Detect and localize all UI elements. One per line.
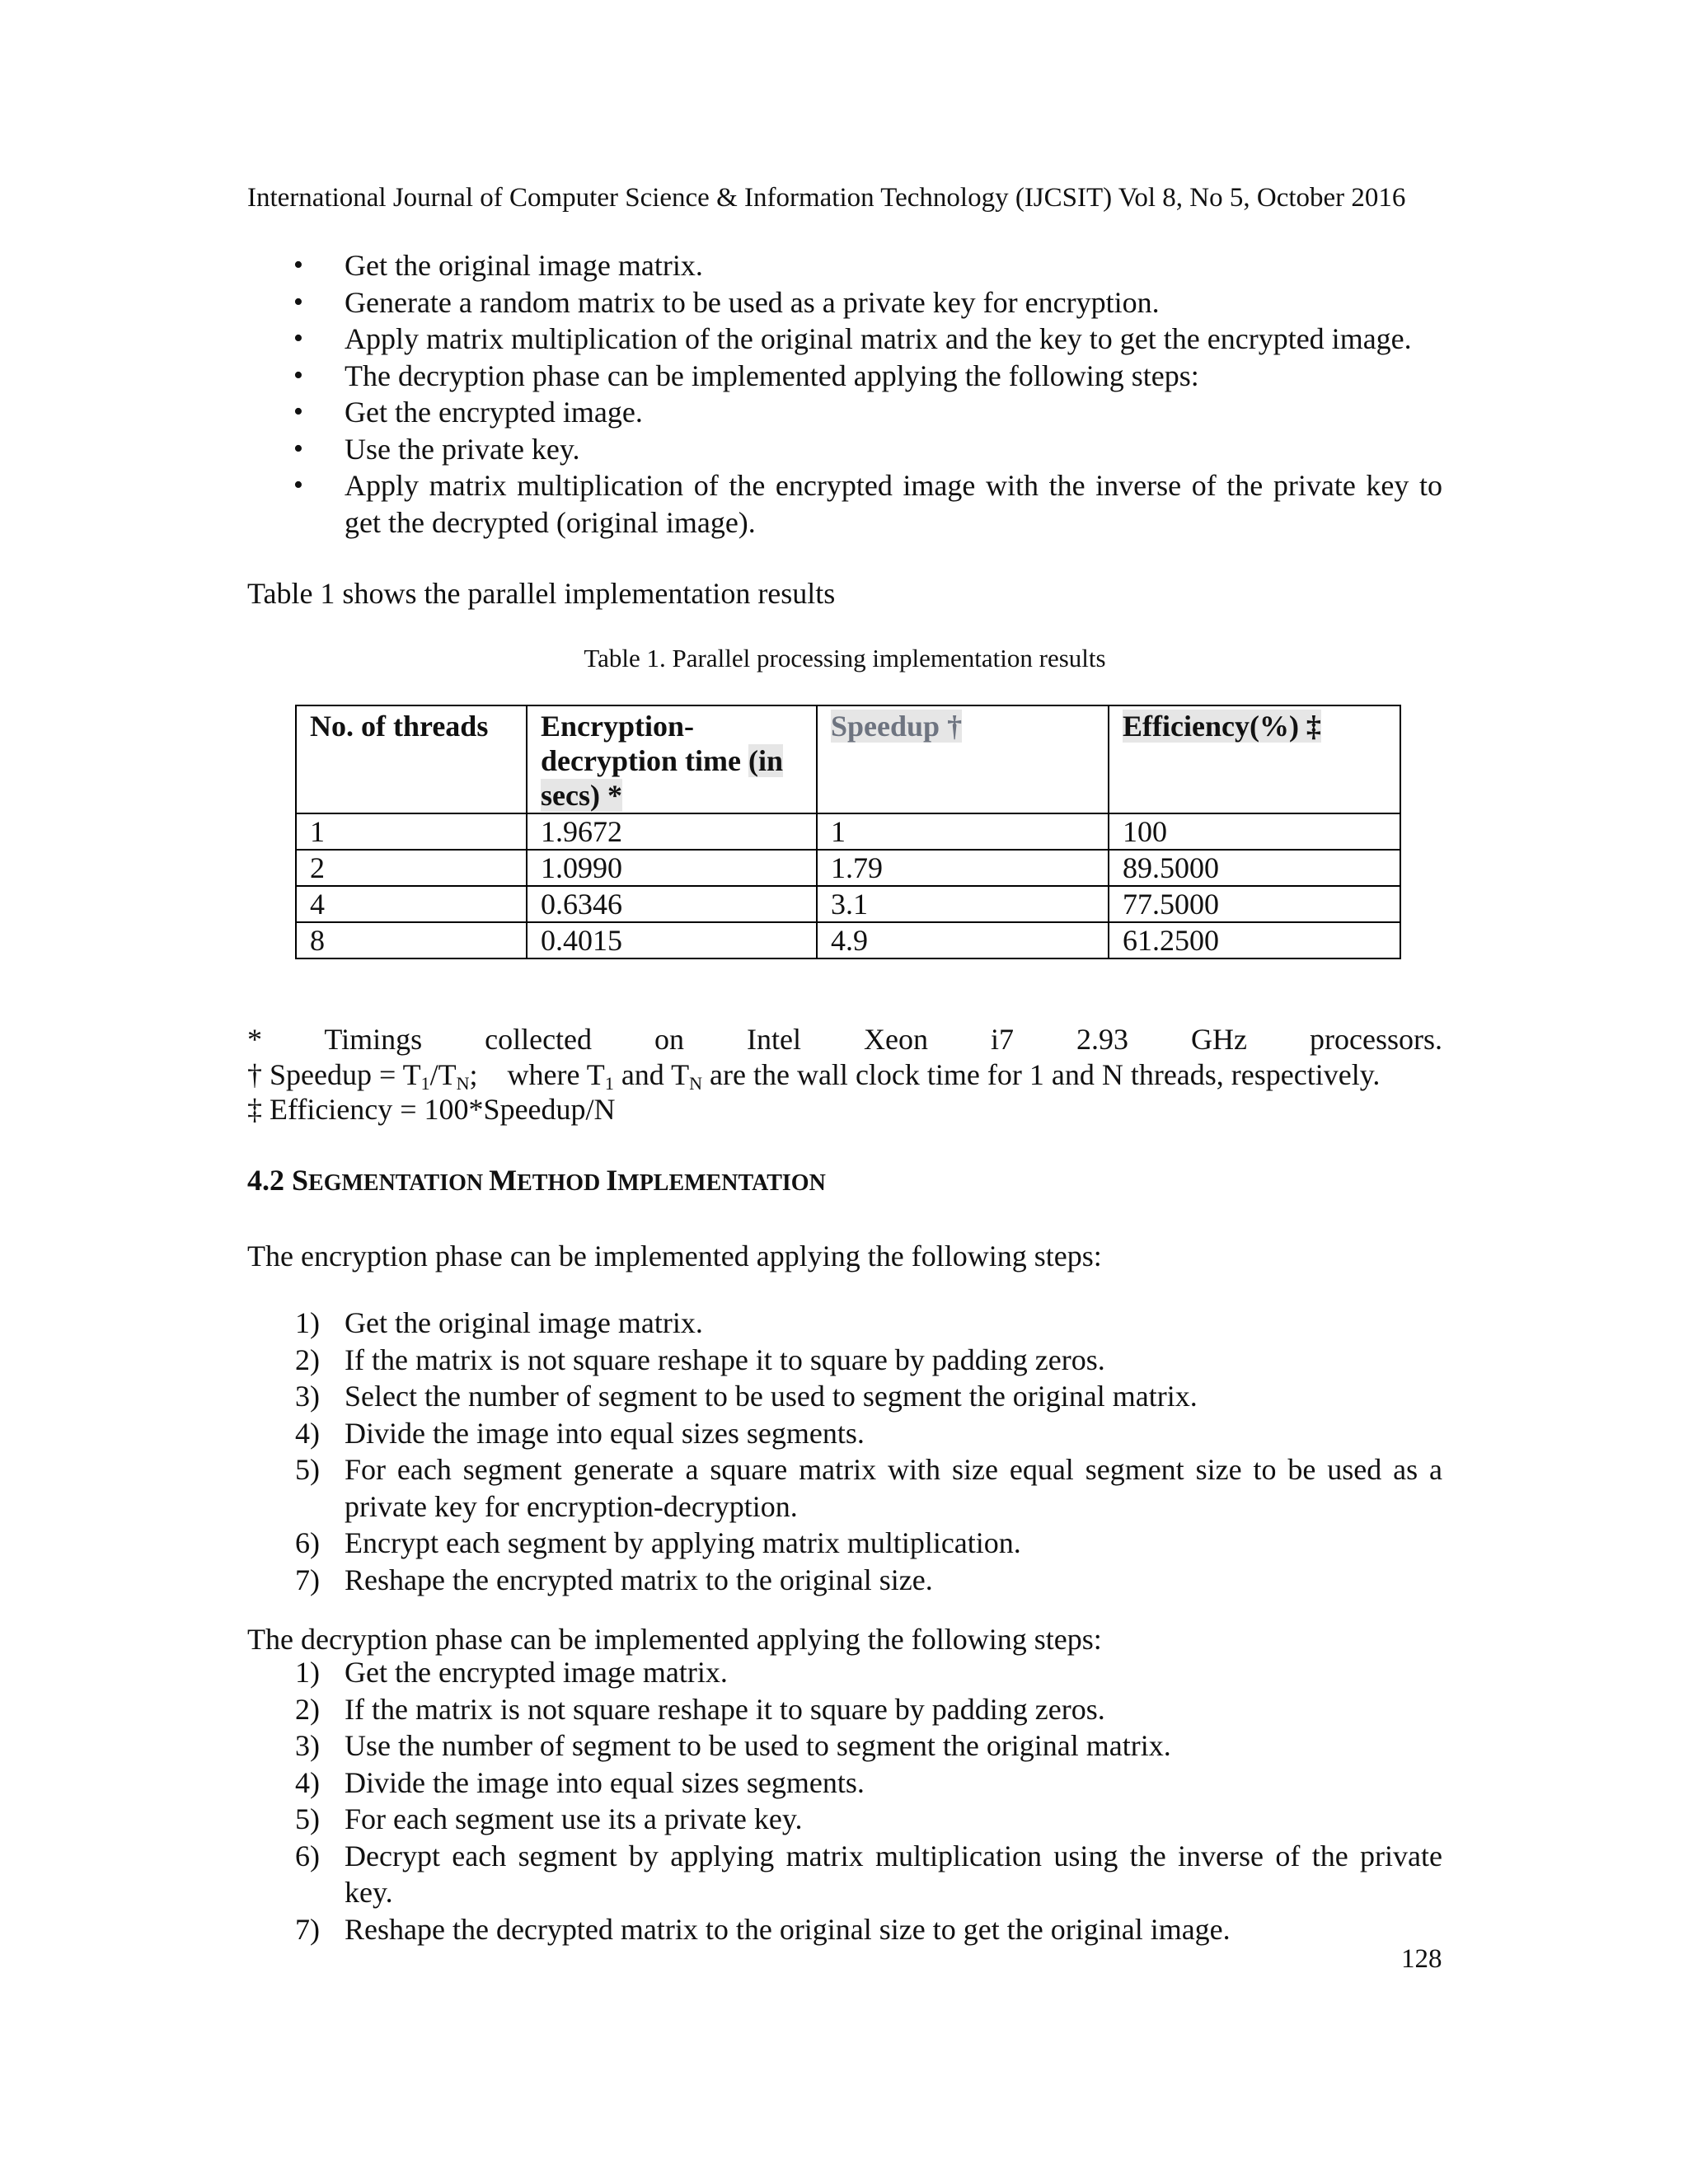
list-item [247, 1691, 1442, 1728]
subscript-1: 1 [420, 1072, 430, 1094]
results-table [295, 705, 1401, 959]
header-time-unit-end: secs) * [541, 779, 622, 812]
step-text: Reshape the encrypted matrix to the original size. [345, 1563, 933, 1596]
bullet-marker: • [293, 470, 303, 500]
cell-efficiency: 61.2500 [1109, 922, 1400, 958]
page-number: 128 [1401, 1944, 1442, 1974]
heading-smallcaps: MPLEMENTATION [617, 1170, 826, 1196]
subscript-n: N [456, 1072, 470, 1094]
bullet-marker: • [293, 250, 303, 280]
list-item [247, 1451, 1442, 1525]
step-text: Divide the image into equal sizes segments. [345, 1765, 865, 1799]
bullet-marker: • [293, 433, 303, 464]
step-text: Select the number of segment to be used to segment the original matrix. [345, 1380, 1198, 1413]
step-text: Get the encrypted image matrix. [345, 1656, 728, 1689]
step-number: 7) [295, 1563, 320, 1596]
bullet-text: Get the original image matrix. [345, 249, 703, 282]
bullet-marker: • [293, 359, 303, 391]
bullet-text: Apply matrix multiplication of the encrypted image with the inverse of the private key to get the decrypted (original image). [345, 469, 1442, 539]
bullet-marker: • [293, 323, 303, 354]
step-number: 1) [295, 1306, 320, 1339]
bullet-list [247, 247, 1442, 541]
table-row [296, 886, 1400, 922]
cell-threads: 4 [296, 886, 527, 922]
table-row [296, 850, 1400, 886]
cell-threads: 1 [296, 813, 527, 850]
table-footnotes [247, 1022, 1442, 1127]
bullet-item [247, 394, 1442, 431]
running-header: International Journal of Computer Science & Information Technology (IJCSIT) Vol 8, No 5, October 2016 [247, 183, 1406, 213]
step-text: Use the number of segment to be used to segment the original matrix. [345, 1729, 1171, 1762]
header-efficiency-text: Efficiency(%) ‡ [1123, 710, 1321, 743]
heading-smallcaps: EGMENTATION [308, 1170, 490, 1196]
bullet-text: Apply matrix multiplication of the original matrix and the key to get the encrypted image. [345, 322, 1412, 355]
cell-speedup: 3.1 [817, 886, 1109, 922]
list-item [247, 1342, 1442, 1379]
table-row [296, 813, 1400, 850]
cell-speedup: 1 [817, 813, 1109, 850]
step-number: 2) [295, 1692, 320, 1726]
step-number: 6) [295, 1526, 320, 1559]
encryption-intro: The encryption phase can be implemented applying the following steps: [247, 1240, 1102, 1272]
step-text: If the matrix is not square reshape it to square by padding zeros. [345, 1343, 1105, 1376]
section-heading [247, 1162, 826, 1202]
list-item [247, 1911, 1442, 1948]
footnote-speedup [247, 1057, 1442, 1093]
list-item [247, 1838, 1442, 1911]
bullet-item [247, 358, 1442, 395]
section-number: 4.2 [247, 1164, 292, 1197]
footnote-timings: * Timings collected on Intel Xeon i7 2.93 GHz processors. [247, 1023, 1442, 1056]
header-speedup [817, 705, 1109, 813]
heading-initial: M [489, 1164, 518, 1197]
footnote-speedup-text: /T [429, 1057, 457, 1091]
list-item [247, 1305, 1442, 1342]
bullet-marker: • [293, 396, 303, 427]
cell-threads: 2 [296, 850, 527, 886]
bullet-text: Use the private key. [345, 432, 580, 466]
footnote-speedup-text: and T [613, 1057, 690, 1091]
subscript-1: 1 [604, 1072, 614, 1094]
bullet-item [247, 284, 1442, 321]
heading-initial: S [292, 1164, 309, 1197]
table-header-row [296, 705, 1400, 813]
cell-efficiency: 89.5000 [1109, 850, 1400, 886]
bullet-marker: • [293, 286, 303, 317]
cell-time: 1.9672 [527, 813, 817, 850]
footnote-efficiency: ‡ Efficiency = 100*Speedup/N [247, 1093, 616, 1126]
header-time-text: Encryption-decryption time [541, 710, 748, 777]
bullet-item [247, 431, 1442, 468]
step-text: Encrypt each segment by applying matrix multiplication. [345, 1526, 1021, 1559]
bullet-text: The decryption phase can be implemented applying the following steps: [345, 359, 1199, 392]
step-number: 1) [295, 1656, 320, 1689]
list-item [247, 1562, 1442, 1599]
header-speedup-text: Speedup † [831, 710, 963, 743]
bullet-item [247, 247, 1442, 284]
step-text: Get the original image matrix. [345, 1306, 703, 1339]
table-row [296, 922, 1400, 958]
heading-initial: I [606, 1164, 618, 1197]
list-item [247, 1654, 1442, 1691]
header-threads: No. of threads [296, 705, 527, 813]
step-text: Decrypt each segment by applying matrix multiplication using the inverse of the private key. [345, 1839, 1442, 1909]
step-number: 5) [295, 1453, 320, 1486]
step-text: Reshape the decrypted matrix to the original size to get the original image. [345, 1912, 1231, 1946]
step-number: 3) [295, 1380, 320, 1413]
cell-efficiency: 100 [1109, 813, 1400, 850]
table-intro: Table 1 shows the parallel implementation results [247, 577, 836, 610]
cell-speedup: 4.9 [817, 922, 1109, 958]
list-item [247, 1765, 1442, 1802]
cell-threads: 8 [296, 922, 527, 958]
step-number: 6) [295, 1839, 320, 1872]
cell-time: 0.6346 [527, 886, 817, 922]
list-item [247, 1525, 1442, 1562]
step-text: For each segment use its a private key. [345, 1802, 803, 1835]
table-caption: Table 1. Parallel processing implementation results [584, 644, 1106, 673]
decryption-intro: The decryption phase can be implemented applying the following steps: [247, 1623, 1102, 1656]
bullet-item [247, 467, 1442, 541]
cell-speedup: 1.79 [817, 850, 1109, 886]
header-efficiency [1109, 705, 1400, 813]
step-number: 3) [295, 1729, 320, 1762]
step-text: If the matrix is not square reshape it to square by padding zeros. [345, 1692, 1105, 1726]
subscript-n: N [689, 1072, 703, 1094]
footnote-speedup-text: are the wall clock time for 1 and N threads, respectively. [702, 1057, 1381, 1091]
list-item [247, 1801, 1442, 1838]
bullet-text: Generate a random matrix to be used as a private key for encryption. [345, 285, 1160, 319]
list-item [247, 1415, 1442, 1452]
step-text: For each segment generate a square matrix with size equal segment size to be used as a private key for encryption-decryption. [345, 1453, 1442, 1523]
list-item [247, 1378, 1442, 1415]
step-number: 5) [295, 1802, 320, 1835]
decryption-steps [247, 1654, 1442, 1947]
cell-time: 0.4015 [527, 922, 817, 958]
footnote-speedup-text: † Speedup = T [247, 1057, 421, 1091]
heading-smallcaps: ETHOD [517, 1170, 607, 1196]
cell-time: 1.0990 [527, 850, 817, 886]
step-text: Divide the image into equal sizes segments. [345, 1416, 865, 1450]
bullet-text: Get the encrypted image. [345, 396, 643, 429]
list-item [247, 1727, 1442, 1765]
step-number: 4) [295, 1765, 320, 1799]
step-number: 7) [295, 1912, 320, 1946]
step-number: 4) [295, 1416, 320, 1450]
footnote-speedup-text: ; where T [469, 1057, 605, 1091]
encryption-steps [247, 1305, 1442, 1598]
header-time [527, 705, 817, 813]
bullet-item [247, 321, 1442, 358]
header-time-unit: (in [748, 744, 783, 777]
step-number: 2) [295, 1343, 320, 1376]
cell-efficiency: 77.5000 [1109, 886, 1400, 922]
